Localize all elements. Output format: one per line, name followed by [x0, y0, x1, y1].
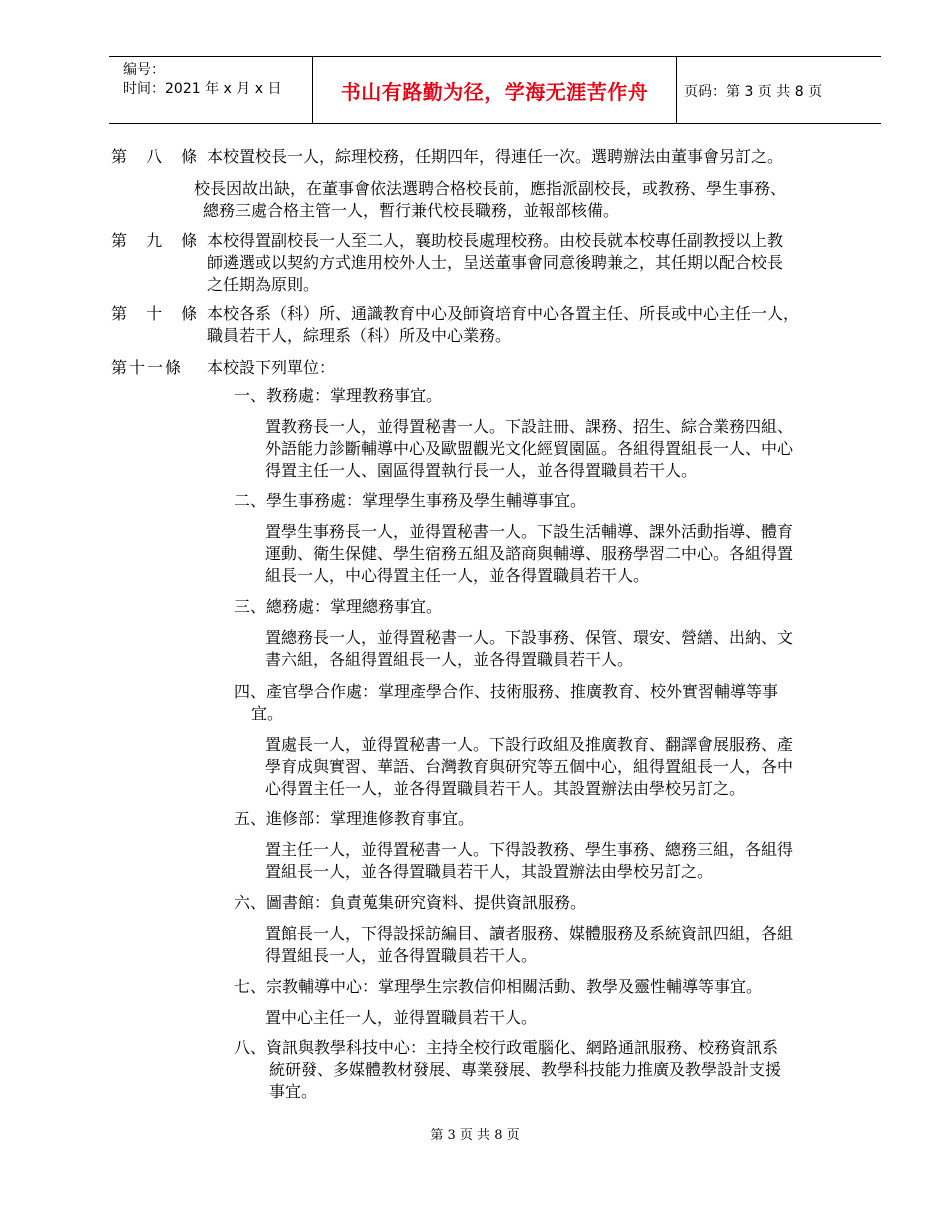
- article-11-text: 本校設下列單位：: [207, 358, 336, 377]
- header-meta: [123, 61, 281, 99]
- unit-description: 得置組長一人，並各得置職員若干人。: [265, 946, 538, 965]
- unit-title: 四、產官學合作處：掌理產學合作、技術服務、推廣教育、校外實習輔導等事: [234, 682, 779, 701]
- unit-title: 七、宗教輔導中心：掌理學生宗教信仰相關活動、教學及靈性輔導等事宜。: [234, 977, 763, 996]
- unit-description: 組長一人，中心得置主任一人，並各得置職員若干人。: [265, 566, 650, 585]
- article-11-number: 第十一條: [111, 358, 184, 377]
- unit-title: 八、資訊與教學科技中心：主持全校行政電腦化、網路通訊服務、校務資訊系: [234, 1038, 779, 1057]
- unit-description: 置館長一人，下得設採訪編目、讀者服務、媒體服務及系統資訊四組，各組: [265, 924, 794, 943]
- unit-description: 置總務長一人，並得置秘書一人。下設事務、保管、環安、營繕、出納、文: [265, 628, 794, 647]
- article-10-number: 第 十 條: [111, 304, 205, 323]
- unit-description: 運動、衛生保健、學生宿務五組及諮商與輔導、服務學習二中心。各組得置: [265, 544, 794, 563]
- unit-description: 心得置主任一人，並各得置職員若干人。其設置辦法由學校另訂之。: [265, 779, 746, 798]
- page-header: [109, 56, 881, 124]
- page-footer: 第 3 页 共 8 页: [430, 1128, 520, 1143]
- article-9-text: 師遴選或以契約方式進用校外人士，呈送董事會同意後聘兼之，其任期以配合校長: [207, 253, 784, 272]
- unit-description: 置處長一人，並得置秘書一人。下設行政組及推廣教育、翻譯會展服務、產: [265, 735, 794, 754]
- article-8-paragraph-2: 總務三處合格主管一人，暫行兼代校長職務，並報部核備。: [203, 201, 620, 220]
- unit-description: 得置主任一人、園區得置執行長一人，並各得置職員若干人。: [265, 461, 698, 480]
- unit-title: 統研發、多媒體教材發展、專業發展、教學科技能力推廣及教學設計支援: [269, 1060, 782, 1079]
- unit-title: 宜。: [251, 704, 284, 723]
- unit-description: 外語能力診斷輔導中心及歐盟觀光文化經貿園區。各組得置組長一人、中心: [265, 439, 794, 458]
- unit-description: 置組長一人，並各得置職員若干人，其設置辦法由學校另訂之。: [265, 862, 714, 881]
- unit-description: 學育成與實習、華語、台灣教育與研究等五個中心，組得置組長一人，各中: [265, 757, 794, 776]
- unit-description: 置中心主任一人，並得置職員若干人。: [265, 1008, 538, 1027]
- article-10-text: 本校各系（科）所、通識教育中心及師資培育中心各置主任、所長或中心主任一人，: [207, 304, 800, 323]
- unit-title: 事宜。: [269, 1082, 318, 1101]
- article-8-number: 第 八 條: [111, 147, 205, 166]
- unit-title: 三、總務處：掌理總務事宜。: [234, 597, 443, 616]
- document-number-label: 编号：: [123, 62, 165, 78]
- article-10-text: 職員若干人，綜理系（科）所及中心業務。: [207, 326, 512, 345]
- unit-title: 一、教務處：掌理教務事宜。: [234, 386, 443, 405]
- header-motto: 书山有路勤为径，学海无涯苦作舟: [340, 79, 649, 104]
- unit-title: 五、進修部：掌理進修教育事宜。: [234, 809, 475, 828]
- unit-description: 書六組，各組得置組長一人，並各得置職員若干人。: [265, 650, 634, 669]
- unit-description: 置教務長一人，並得置秘書一人。下設註冊、課務、招生、綜合業務四組、: [265, 417, 794, 436]
- article-9-number: 第 九 條: [111, 231, 205, 250]
- article-9-text: 本校得置副校長一人至二人，襄助校長處理校務。由校長就本校專任副教授以上教: [207, 231, 784, 250]
- article-8-paragraph-2: 校長因故出缺，在董事會依法選聘合格校長前，應指派副校長，或教務、學生事務、: [194, 179, 787, 198]
- unit-description: 置主任一人，並得置秘書一人。下得設教務、學生事務、總務三組，各組得: [265, 840, 794, 859]
- unit-title: 二、學生事務處：掌理學生事務及學生輔導事宜。: [234, 491, 587, 510]
- header-divider: [676, 57, 677, 123]
- header-page-label: 页码：第 3 页 共 8 页: [684, 84, 823, 100]
- article-9-text: 之任期為原則。: [207, 275, 320, 294]
- unit-description: 置學生事務長一人，並得置秘書一人。下設生活輔導、課外活動指導、體育: [265, 522, 794, 541]
- article-8-text: 本校置校長一人，綜理校務，任期四年，得連任一次。選聘辦法由董事會另訂之。: [207, 147, 784, 166]
- document-date-label: 时间：2021 年 x 月 x 日: [123, 81, 282, 97]
- unit-title: 六、圖書館：負責蒐集研究資料、提供資訊服務。: [234, 893, 587, 912]
